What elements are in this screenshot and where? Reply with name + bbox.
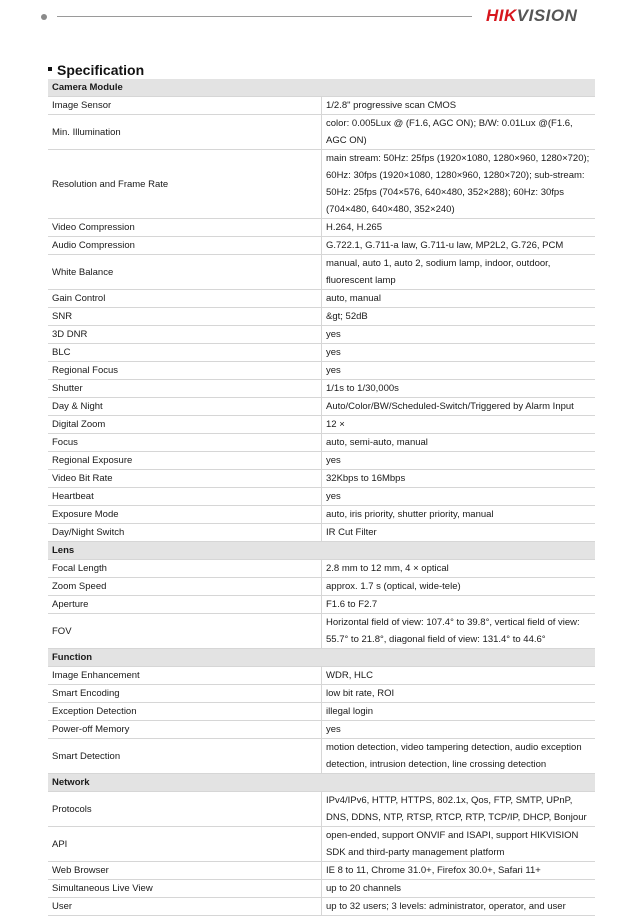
- spec-label: Regional Exposure: [48, 452, 322, 470]
- table-row: [48, 685, 595, 703]
- spec-label: Video Bit Rate: [48, 470, 322, 488]
- table-row: [48, 362, 595, 380]
- spec-value: auto, iris priority, shutter priority, manual: [322, 506, 596, 524]
- spec-label: 3D DNR: [48, 326, 322, 344]
- table-row: [48, 255, 595, 290]
- table-row: [48, 434, 595, 452]
- spec-value: yes: [322, 721, 596, 739]
- spec-label: Exposure Mode: [48, 506, 322, 524]
- table-row: [48, 721, 595, 739]
- spec-value: WDR, HLC: [322, 667, 596, 685]
- table-row: [48, 97, 595, 115]
- section-header: [48, 649, 595, 667]
- spec-label: Image Sensor: [48, 97, 322, 115]
- spec-value: auto, manual: [322, 290, 596, 308]
- spec-value: approx. 1.7 s (optical, wide-tele): [322, 578, 596, 596]
- table-row: [48, 667, 595, 685]
- spec-value: yes: [322, 362, 596, 380]
- spec-label: Digital Zoom: [48, 416, 322, 434]
- spec-label: Min. Illumination: [48, 115, 322, 150]
- header-rule: [57, 16, 472, 17]
- spec-value: 1/2.8" progressive scan CMOS: [322, 97, 596, 115]
- spec-value: IE 8 to 11, Chrome 31.0+, Firefox 30.0+, Safari 11+: [322, 862, 596, 880]
- spec-label: Protocols: [48, 792, 322, 827]
- header-dot: [41, 14, 47, 20]
- table-row: [48, 703, 595, 721]
- table-row: [48, 308, 595, 326]
- spec-label: Image Enhancement: [48, 667, 322, 685]
- hikvision-logo: HIKVISION: [486, 6, 578, 25]
- table-row: [48, 398, 595, 416]
- spec-value: Auto/Color/BW/Scheduled-Switch/Triggered by Alarm Input: [322, 398, 596, 416]
- table-row: [48, 344, 595, 362]
- spec-label: Smart Encoding: [48, 685, 322, 703]
- spec-label: BLC: [48, 344, 322, 362]
- table-row: [48, 150, 595, 219]
- spec-value: 32Kbps to 16Mbps: [322, 470, 596, 488]
- spec-value: 12 ×: [322, 416, 596, 434]
- spec-label: User: [48, 898, 322, 916]
- section-header: [48, 774, 595, 792]
- spec-value: up to 20 channels: [322, 880, 596, 898]
- spec-value: F1.6 to F2.7: [322, 596, 596, 614]
- table-row: [48, 290, 595, 308]
- spec-value: IPv4/IPv6, HTTP, HTTPS, 802.1x, Qos, FTP, SMTP, UPnP, DNS, DDNS, NTP, RTSP, RTCP, RTP, TCP/IP, DHCP, Bonjour: [322, 792, 596, 827]
- spec-label: API: [48, 827, 322, 862]
- spec-value: auto, semi-auto, manual: [322, 434, 596, 452]
- table-row: [48, 827, 595, 862]
- section-title: Camera Module: [48, 79, 595, 97]
- table-row: [48, 578, 595, 596]
- spec-value: yes: [322, 344, 596, 362]
- spec-value: yes: [322, 488, 596, 506]
- table-row: [48, 380, 595, 398]
- table-row: [48, 488, 595, 506]
- table-row: [48, 219, 595, 237]
- spec-label: FOV: [48, 614, 322, 649]
- spec-value: color: 0.005Lux @ (F1.6, AGC ON); B/W: 0.01Lux @(F1.6, AGC ON): [322, 115, 596, 150]
- table-row: [48, 898, 595, 916]
- spec-label: Focal Length: [48, 560, 322, 578]
- table-row: [48, 614, 595, 649]
- spec-value: yes: [322, 326, 596, 344]
- spec-label: Web Browser: [48, 862, 322, 880]
- spec-label: Gain Control: [48, 290, 322, 308]
- table-row: [48, 237, 595, 255]
- spec-value: &gt; 52dB: [322, 308, 596, 326]
- spec-label: Day/Night Switch: [48, 524, 322, 542]
- spec-value: G.722.1, G.711-a law, G.711-u law, MP2L2, G.726, PCM: [322, 237, 596, 255]
- table-row: [48, 470, 595, 488]
- spec-value: open-ended, support ONVIF and ISAPI, support HIKVISION SDK and third-party management platform: [322, 827, 596, 862]
- table-row: [48, 792, 595, 827]
- spec-label: Audio Compression: [48, 237, 322, 255]
- table-row: [48, 452, 595, 470]
- spec-value: yes: [322, 452, 596, 470]
- spec-value: 2.8 mm to 12 mm, 4 × optical: [322, 560, 596, 578]
- spec-label: Video Compression: [48, 219, 322, 237]
- section-header: [48, 79, 595, 97]
- spec-label: Heartbeat: [48, 488, 322, 506]
- table-row: [48, 739, 595, 774]
- spec-value: IR Cut Filter: [322, 524, 596, 542]
- section-title: Function: [48, 649, 595, 667]
- spec-label: Day & Night: [48, 398, 322, 416]
- spec-value: motion detection, video tampering detection, audio exception detection, intrusion detection, line crossing detection: [322, 739, 596, 774]
- table-row: [48, 560, 595, 578]
- spec-label: Exception Detection: [48, 703, 322, 721]
- table-row: [48, 862, 595, 880]
- spec-value: H.264, H.265: [322, 219, 596, 237]
- spec-value: up to 32 users; 3 levels: administrator, operator, and user: [322, 898, 596, 916]
- table-row: [48, 115, 595, 150]
- section-title: Network: [48, 774, 595, 792]
- spec-label: Simultaneous Live View: [48, 880, 322, 898]
- table-row: [48, 326, 595, 344]
- spec-label: Resolution and Frame Rate: [48, 150, 322, 219]
- spec-label: Aperture: [48, 596, 322, 614]
- page-title: Specification: [48, 62, 144, 78]
- table-row: [48, 506, 595, 524]
- spec-value: main stream: 50Hz: 25fps (1920×1080, 1280×960, 1280×720); 60Hz: 30fps (1920×1080, 1280×960, 1280×720); sub-stream: 50Hz: 25fps (704×576, 640×480, 352×288); 60Hz: 30fps (704×480, 640×480, 352×240): [322, 150, 596, 219]
- spec-value: low bit rate, ROI: [322, 685, 596, 703]
- section-header: [48, 542, 595, 560]
- spec-table: [48, 79, 595, 916]
- spec-value: 1/1s to 1/30,000s: [322, 380, 596, 398]
- spec-label: Zoom Speed: [48, 578, 322, 596]
- spec-label: SNR: [48, 308, 322, 326]
- spec-label: Regional Focus: [48, 362, 322, 380]
- spec-label: White Balance: [48, 255, 322, 290]
- spec-label: Shutter: [48, 380, 322, 398]
- section-title: Lens: [48, 542, 595, 560]
- spec-label: Focus: [48, 434, 322, 452]
- page-header: [0, 0, 640, 40]
- table-row: [48, 416, 595, 434]
- table-row: [48, 596, 595, 614]
- spec-value: illegal login: [322, 703, 596, 721]
- table-row: [48, 524, 595, 542]
- spec-label: Smart Detection: [48, 739, 322, 774]
- table-row: [48, 880, 595, 898]
- spec-value: Horizontal field of view: 107.4° to 39.8°, vertical field of view: 55.7° to 21.8°, diagonal field of view: 131.4° to 44.6°: [322, 614, 596, 649]
- title-bullet: [48, 67, 52, 71]
- spec-value: manual, auto 1, auto 2, sodium lamp, indoor, outdoor, fluorescent lamp: [322, 255, 596, 290]
- spec-label: Power-off Memory: [48, 721, 322, 739]
